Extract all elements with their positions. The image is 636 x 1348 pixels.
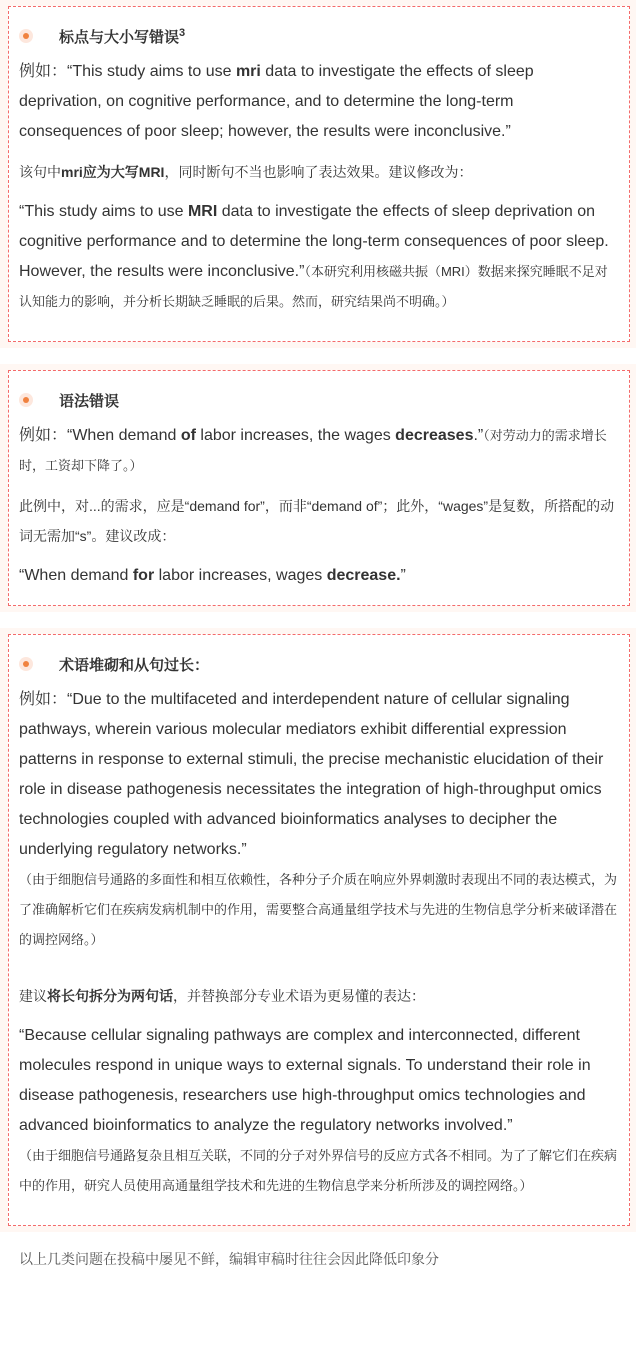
section-jargon — [0, 628, 636, 1232]
correction-paragraph: “This study aims to use MRI data to investigate the effects of sleep deprivation on cognitive performance and to determine the long-term consequences of poor sleep. However, the results were inconclusive.”（本研究利用核磁共振（MRI）数据来探究睡眠不足对认知能力的影响，并分析长期缺乏睡眠的后果。然而，研究结果尚不明确。） — [19, 203, 609, 309]
section-header — [19, 21, 619, 51]
example-paragraph: 例如：“When demand of labor increases, the wages decreases.”（对劳动力的需求增长时，工资却下降了。） — [19, 427, 607, 473]
bullet-icon — [19, 393, 33, 407]
section-punctuation — [0, 0, 636, 348]
section-box — [8, 634, 630, 1226]
section-header — [19, 385, 619, 415]
following-text: 以上几类问题在投稿中屡见不鲜，编辑审稿时往往会因此降低印象分 — [19, 1251, 439, 1267]
correction-paragraph: “Because cellular signaling pathways are complex and interconnected, different molecules respond in unique ways to external signals. To understand their role in disease pathogenesis, researchers use high-throughput omics technologies and advanced bioinformatics to analyze the regulatory networks involved.” （由于细胞信号通路复杂且相互关联，不同的分子对外界信号的反应方式各不相同。为了了解它们在疾病中的作用，研究人员使用高通量组学技术和先进的生物信息学来分析所涉及的调控网络。） — [19, 1027, 618, 1193]
bullet-icon — [19, 657, 33, 671]
section-title: 标点与大小写错误$^3$ — [59, 26, 186, 46]
explanation-paragraph: 该句中mri应为大写MRI，同时断句不当也影响了表达效果。建议修改为： — [19, 164, 473, 180]
section-box — [8, 6, 630, 342]
section-grammar — [0, 364, 636, 612]
explanation-paragraph: 建议将长句拆分为两句话，并替换部分专业术语为更易懂的表达： — [19, 988, 425, 1004]
correction-paragraph: “When demand for labor increases, wages decrease.” — [19, 567, 406, 584]
example-paragraph: 例如：“Due to the multifaceted and interdependent nature of cellular signaling pathways, wherein various molecular mediators exhibit differential expression patterns in response to external stimuli, the precise mechanistic elucidation of their role in disease pathogenesis necessitates the integration of high-throughput omics technologies coupled with advanced bioinformatics analyses to decipher the underlying regulatory networks.” （由于细胞信号通路的多面性和相互依赖性，各种分子介质在响应外界刺激时表现出不同的表达模式，为了准确解析它们在疾病发病机制中的作用，需要整合高通量组学技术与先进的生物信息学分析来破译潜在的调控网络。） — [19, 691, 618, 947]
explanation-paragraph: 此例中，对...的需求，应是“demand for”，而非“demand of”；此外，“wages”是复数，所搭配的动词无需加“s”。建议改成： — [19, 498, 615, 544]
example-paragraph: 例如：“This study aims to use mri data to investigate the effects of sleep deprivation, on cognitive performance, and to determine the long-term consequences of poor sleep; however, the results were inconclusive.” — [19, 63, 534, 140]
section-header — [19, 649, 619, 679]
section-title: 术语堆砌和从句过长： — [59, 656, 210, 674]
bullet-icon — [19, 29, 33, 43]
section-title: 语法错误 — [59, 392, 120, 410]
section-box — [8, 370, 630, 606]
